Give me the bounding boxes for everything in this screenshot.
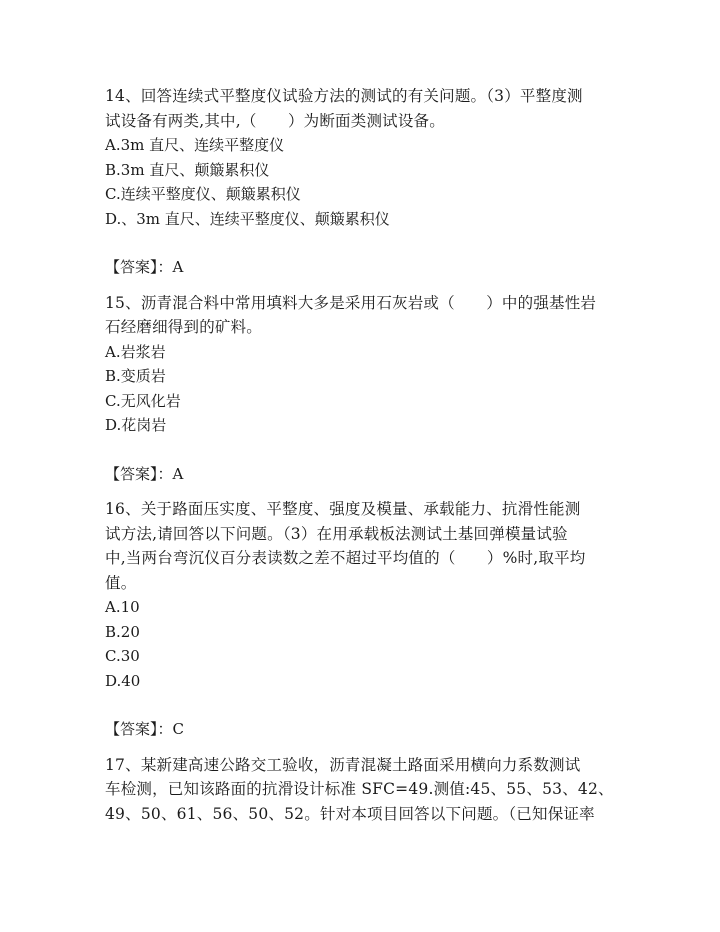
question-16 — [105, 497, 610, 753]
question-stem-line: 车检测，已知该路面的抗滑设计标准 SFC=49.测值:45、55、53、42、 — [105, 780, 614, 798]
answer-label: 【答案】：C — [105, 720, 184, 738]
question-stem-line: 16、关于路面压实度、平整度、强度及模量、承载能力、抗滑性能测 — [105, 500, 581, 518]
question-stem-line: 15、沥青混合料中常用填料大多是采用石灰岩或（ ）中的强基性岩 — [105, 293, 597, 312]
option-c: C.无风化岩 — [105, 391, 181, 410]
option-b: B.3m 直尺、颠簸累积仪 — [105, 160, 270, 179]
option-b: B.变质岩 — [105, 367, 166, 385]
option-d: D.40 — [105, 671, 141, 690]
option-d: D.、3m 直尺、连续平整度仪、颠簸累积仪 — [105, 209, 390, 228]
question-stem-line: 17、某新建高速公路交工验收，沥青混凝土路面采用横向力系数测试 — [105, 755, 581, 774]
question-14 — [105, 84, 610, 291]
question-stem-line: 值。 — [105, 573, 137, 592]
question-stem-line: 石经磨细得到的矿料。 — [105, 318, 263, 336]
option-a: A.10 — [105, 598, 140, 616]
answer-label: 【答案】：A — [105, 258, 184, 276]
question-stem-line: 中,当两台弯沉仪百分表读数之差不超过平均值的（ ）%时,取平均 — [105, 549, 586, 567]
question-17 — [105, 753, 614, 827]
option-c: C.30 — [105, 647, 140, 665]
exam-page — [105, 84, 614, 826]
question-stem-line: 49、50、61、56、50、52。针对本项目回答以下问题。（已知保证率 — [105, 804, 595, 823]
question-stem-line: 试设备有两类,其中,（ ）为断面类测试设备。 — [105, 111, 445, 130]
option-c: C.连续平整度仪、颠簸累积仪 — [105, 185, 301, 203]
option-a: A.岩浆岩 — [105, 342, 166, 361]
option-d: D.花岗岩 — [105, 416, 167, 434]
question-15 — [105, 291, 610, 498]
option-a: A.3m 直尺、连续平整度仪 — [105, 136, 285, 154]
option-b: B.20 — [105, 622, 140, 641]
question-stem-line: 14、回答连续式平整度仪试验方法的测试的有关问题。（3）平整度测 — [105, 87, 583, 105]
answer-label: 【答案】：A — [105, 464, 184, 483]
question-stem-line: 试方法,请回答以下问题。（3）在用承载板法测试土基回弹模量试验 — [105, 524, 568, 543]
